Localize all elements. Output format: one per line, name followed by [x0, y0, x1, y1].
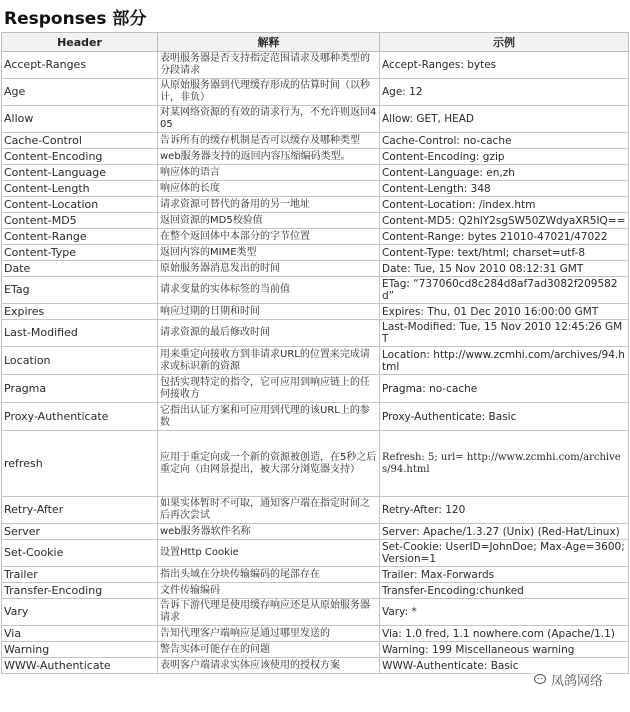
description-cell: 从原始服务器到代理缓存形成的估算时间（以秒计，非负）: [158, 79, 380, 106]
table-row: [2, 375, 629, 403]
description-cell: 应用于重定向或一个新的资源被创造，在5秒之后重定向（由网景提出，被大部分浏览器支持）: [158, 431, 380, 497]
example-cell: Age: 12: [380, 79, 629, 106]
table-header-row: [2, 33, 629, 52]
header-cell: Retry-After: [2, 497, 158, 524]
header-cell: Accept-Ranges: [2, 52, 158, 79]
header-cell: Content-Location: [2, 197, 158, 213]
header-cell: Warning: [2, 642, 158, 658]
example-cell: ETag: “737060cd8c284d8af7ad3082f209582d”: [380, 277, 629, 304]
table-row: [2, 79, 629, 106]
header-cell: Last-Modified: [2, 320, 158, 347]
table-row: [2, 149, 629, 165]
description-cell: 指出头域在分块传输编码的尾部存在: [158, 567, 380, 583]
description-cell: 告诉下游代理是使用缓存响应还是从原始服务器请求: [158, 599, 380, 626]
header-cell: ETag: [2, 277, 158, 304]
header-cell: Content-MD5: [2, 213, 158, 229]
header-cell: Content-Encoding: [2, 149, 158, 165]
description-cell: 请求资源的最后修改时间: [158, 320, 380, 347]
description-cell: 原始服务器消息发出的时间: [158, 261, 380, 277]
example-cell: Content-Type: text/html; charset=utf-8: [380, 245, 629, 261]
description-cell: 响应体的长度: [158, 181, 380, 197]
table-row: [2, 320, 629, 347]
example-cell: Pragma: no-cache: [380, 375, 629, 403]
table-row: [2, 567, 629, 583]
table-row: [2, 106, 629, 133]
example-cell: Location: http://www.zcmhi.com/archives/94.html: [380, 347, 629, 375]
table-row: [2, 347, 629, 375]
example-cell: Content-Length: 348: [380, 181, 629, 197]
header-cell: refresh: [2, 431, 158, 497]
header-cell: Via: [2, 626, 158, 642]
header-cell: Allow: [2, 106, 158, 133]
example-cell: Refresh: 5; url= http://www.zcmhi.com/archives/94.html: [380, 431, 629, 497]
description-cell: 用来重定向接收方到非请求URL的位置来完成请求或标识新的资源: [158, 347, 380, 375]
header-cell: Content-Range: [2, 229, 158, 245]
table-row: [2, 197, 629, 213]
table-row: [2, 245, 629, 261]
table-row: [2, 626, 629, 642]
description-cell: web服务器支持的返回内容压缩编码类型。: [158, 149, 380, 165]
description-cell: 表明服务器是否支持指定范围请求及哪种类型的分段请求: [158, 52, 380, 79]
example-cell: Via: 1.0 fred, 1.1 nowhere.com (Apache/1.1): [380, 626, 629, 642]
example-cell: Cache-Control: no-cache: [380, 133, 629, 149]
example-cell: Date: Tue, 15 Nov 2010 08:12:31 GMT: [380, 261, 629, 277]
table-row: [2, 403, 629, 431]
description-cell: 响应体的语言: [158, 165, 380, 181]
example-cell: Content-Range: bytes 21010-47021/47022: [380, 229, 629, 245]
description-cell: 包括实现特定的指令，它可应用到响应链上的任何接收方: [158, 375, 380, 403]
header-cell: WWW-Authenticate: [2, 658, 158, 674]
table-row: [2, 133, 629, 149]
header-cell: Trailer: [2, 567, 158, 583]
description-cell: 告诉所有的缓存机制是否可以缓存及哪种类型: [158, 133, 380, 149]
description-cell: 告知代理客户端响应是通过哪里发送的: [158, 626, 380, 642]
example-cell: Accept-Ranges: bytes: [380, 52, 629, 79]
description-cell: 响应过期的日期和时间: [158, 304, 380, 320]
column-header-example: 示例: [380, 33, 629, 52]
table-row: [2, 540, 629, 567]
header-cell: Content-Type: [2, 245, 158, 261]
table-row: [2, 261, 629, 277]
example-cell: Trailer: Max-Forwards: [380, 567, 629, 583]
description-cell: 文件传输编码: [158, 583, 380, 599]
example-cell: Server: Apache/1.3.27 (Unix) (Red-Hat/Linux): [380, 524, 629, 540]
header-cell: Location: [2, 347, 158, 375]
table-row: [2, 165, 629, 181]
header-cell: Server: [2, 524, 158, 540]
table-row: [2, 599, 629, 626]
example-cell: WWW-Authenticate: Basic: [380, 658, 629, 674]
description-cell: 对某网络资源的有效的请求行为，不允许则返回405: [158, 106, 380, 133]
table-row: [2, 583, 629, 599]
description-cell: web服务器软件名称: [158, 524, 380, 540]
header-cell: Date: [2, 261, 158, 277]
table-row: [2, 52, 629, 79]
description-cell: 在整个返回体中本部分的字节位置: [158, 229, 380, 245]
description-cell: 返回资源的MD5校验值: [158, 213, 380, 229]
description-cell: 请求变量的实体标签的当前值: [158, 277, 380, 304]
table-row: [2, 524, 629, 540]
example-cell: Warning: 199 Miscellaneous warning: [380, 642, 629, 658]
example-cell: Last-Modified: Tue, 15 Nov 2010 12:45:26 GMT: [380, 320, 629, 347]
example-cell: Allow: GET, HEAD: [380, 106, 629, 133]
description-cell: 设置Http Cookie: [158, 540, 380, 567]
header-cell: Expires: [2, 304, 158, 320]
description-cell: 请求资源可替代的备用的另一地址: [158, 197, 380, 213]
description-cell: 表明客户端请求实体应该使用的授权方案: [158, 658, 380, 674]
column-header-header: Header: [2, 33, 158, 52]
description-cell: 它指出认证方案和可应用到代理的该URL上的参数: [158, 403, 380, 431]
table-row: [2, 277, 629, 304]
header-cell: Transfer-Encoding: [2, 583, 158, 599]
wechat-icon: [534, 673, 548, 687]
header-cell: Proxy-Authenticate: [2, 403, 158, 431]
description-cell: 返回内容的MIME类型: [158, 245, 380, 261]
example-cell: Content-Language: en,zh: [380, 165, 629, 181]
column-header-description: 解释: [158, 33, 380, 52]
example-cell: Transfer-Encoding:chunked: [380, 583, 629, 599]
responses-table: [1, 32, 629, 674]
header-cell: Age: [2, 79, 158, 106]
table-row: [2, 497, 629, 524]
description-cell: 警告实体可能存在的问题: [158, 642, 380, 658]
watermark-text: 凤鸽网络: [550, 674, 603, 689]
example-cell: Retry-After: 120: [380, 497, 629, 524]
example-cell: Content-Encoding: gzip: [380, 149, 629, 165]
page-title: Responses 部分: [4, 9, 147, 29]
example-cell: Content-Location: /index.htm: [380, 197, 629, 213]
table-row: [2, 642, 629, 658]
example-cell: Proxy-Authenticate: Basic: [380, 403, 629, 431]
header-cell: Vary: [2, 599, 158, 626]
description-cell: 如果实体暂时不可取，通知客户端在指定时间之后再次尝试: [158, 497, 380, 524]
example-cell: Vary: *: [380, 599, 629, 626]
example-cell: Set-Cookie: UserID=JohnDoe; Max-Age=3600; Version=1: [380, 540, 629, 567]
header-cell: Cache-Control: [2, 133, 158, 149]
example-cell: Content-MD5: Q2hlY2sgSW50ZWdyaXR5IQ==: [380, 213, 629, 229]
table-row: [2, 304, 629, 320]
table-row: [2, 213, 629, 229]
table-row: [2, 181, 629, 197]
watermark: [531, 669, 606, 690]
table-row: [2, 229, 629, 245]
example-cell: Expires: Thu, 01 Dec 2010 16:00:00 GMT: [380, 304, 629, 320]
table-row: [2, 431, 629, 497]
header-cell: Pragma: [2, 375, 158, 403]
header-cell: Set-Cookie: [2, 540, 158, 567]
header-cell: Content-Length: [2, 181, 158, 197]
header-cell: Content-Language: [2, 165, 158, 181]
